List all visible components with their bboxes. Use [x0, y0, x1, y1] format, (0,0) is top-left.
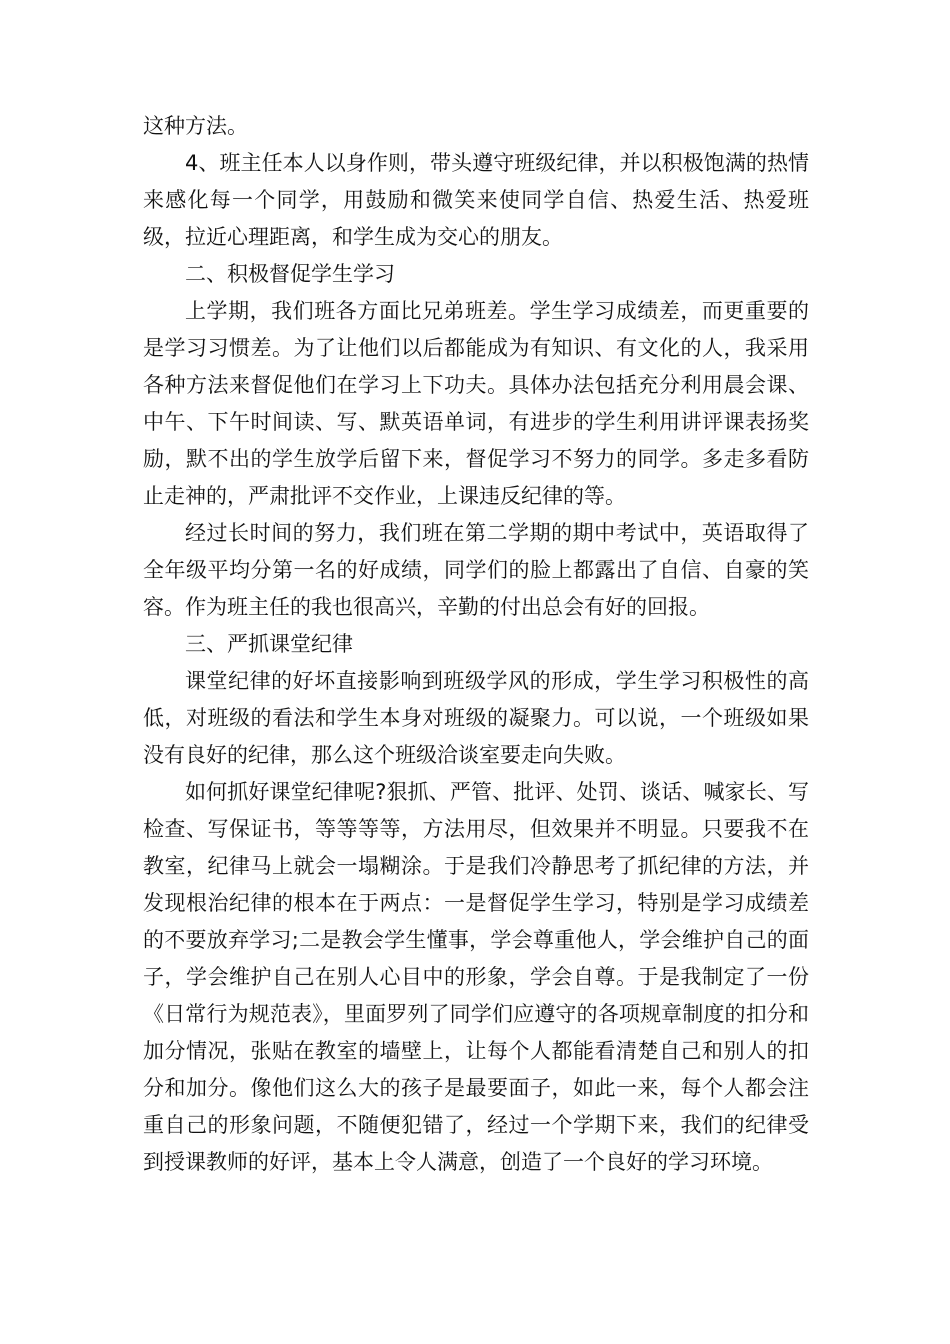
- section-heading-2: 二、积极督促学生学习: [185, 262, 395, 286]
- paragraph-study: 上学期，我们班各方面比兄弟班差。学生学习成绩差，而更重要的是学习习惯差。为了让他们以后都能成为有知识、有文化的人，我采用各种方法来督促他们在学习上下功夫。具体办法包括充分利用晨会课、中午、下午时间读、写、默英语单词，有进步的学生利用讲评课表扬奖励，默不出的学生放学后留下来，督促学习不努力的同学。多走多看防止走神的，严肃批评不交作业，上课违反纪律的等。: [143, 299, 809, 508]
- paragraph-item-4: 4、班主任本人以身作则，带头遵守班级纪律，并以积极饱满的热情来感化每一个同学，用鼓励和微笑来使同学自信、热爱生活、热爱班级，拉近心理距离，和学生成为交心的朋友。: [143, 151, 809, 249]
- paragraph-continuation: 这种方法。: [143, 114, 248, 138]
- paragraph-discipline-intro: 课堂纪律的好坏直接影响到班级学风的形成，学生学习积极性的高低，对班级的看法和学生本身对班级的凝聚力。可以说，一个班级如果没有良好的纪律，那么这个班级洽谈室要走向失败。: [143, 669, 809, 767]
- document-body: [143, 108, 809, 1181]
- paragraph-result: 经过长时间的努力，我们班在第二学期的期中考试中，英语取得了全年级平均分第一名的好成绩，同学们的脸上都露出了自信、自豪的笑容。作为班主任的我也很高兴，辛勤的付出总会有好的回报。: [143, 521, 809, 619]
- section-heading-3: 三、严抓课堂纪律: [185, 632, 353, 656]
- paragraph-discipline-method: 如何抓好课堂纪律呢?狠抓、严管、批评、处罚、谈话、喊家长、写检查、写保证书，等等等等，方法用尽，但效果并不明显。只要我不在教室，纪律马上就会一塌糊涂。于是我们冷静思考了抓纪律的方法，并发现根治纪律的根本在于两点：一是督促学生学习，特别是学习成绩差的不要放弃学习;二是教会学生懂事，学会尊重他人，学会维护自己的面子，学会维护自己在别人心目中的形象，学会自尊。于是我制定了一份《日常行为规范表》，里面罗列了同学们应遵守的各项规章制度的扣分和加分情况，张贴在教室的墙壁上，让每个人都能看清楚自己和别人的扣分和加分。像他们这么大的孩子是最要面子，如此一来，每个人都会注重自己的形象问题，不随便犯错了，经过一个学期下来，我们的纪律受到授课教师的好评，基本上令人满意，创造了一个良好的学习环境。: [143, 780, 809, 1174]
